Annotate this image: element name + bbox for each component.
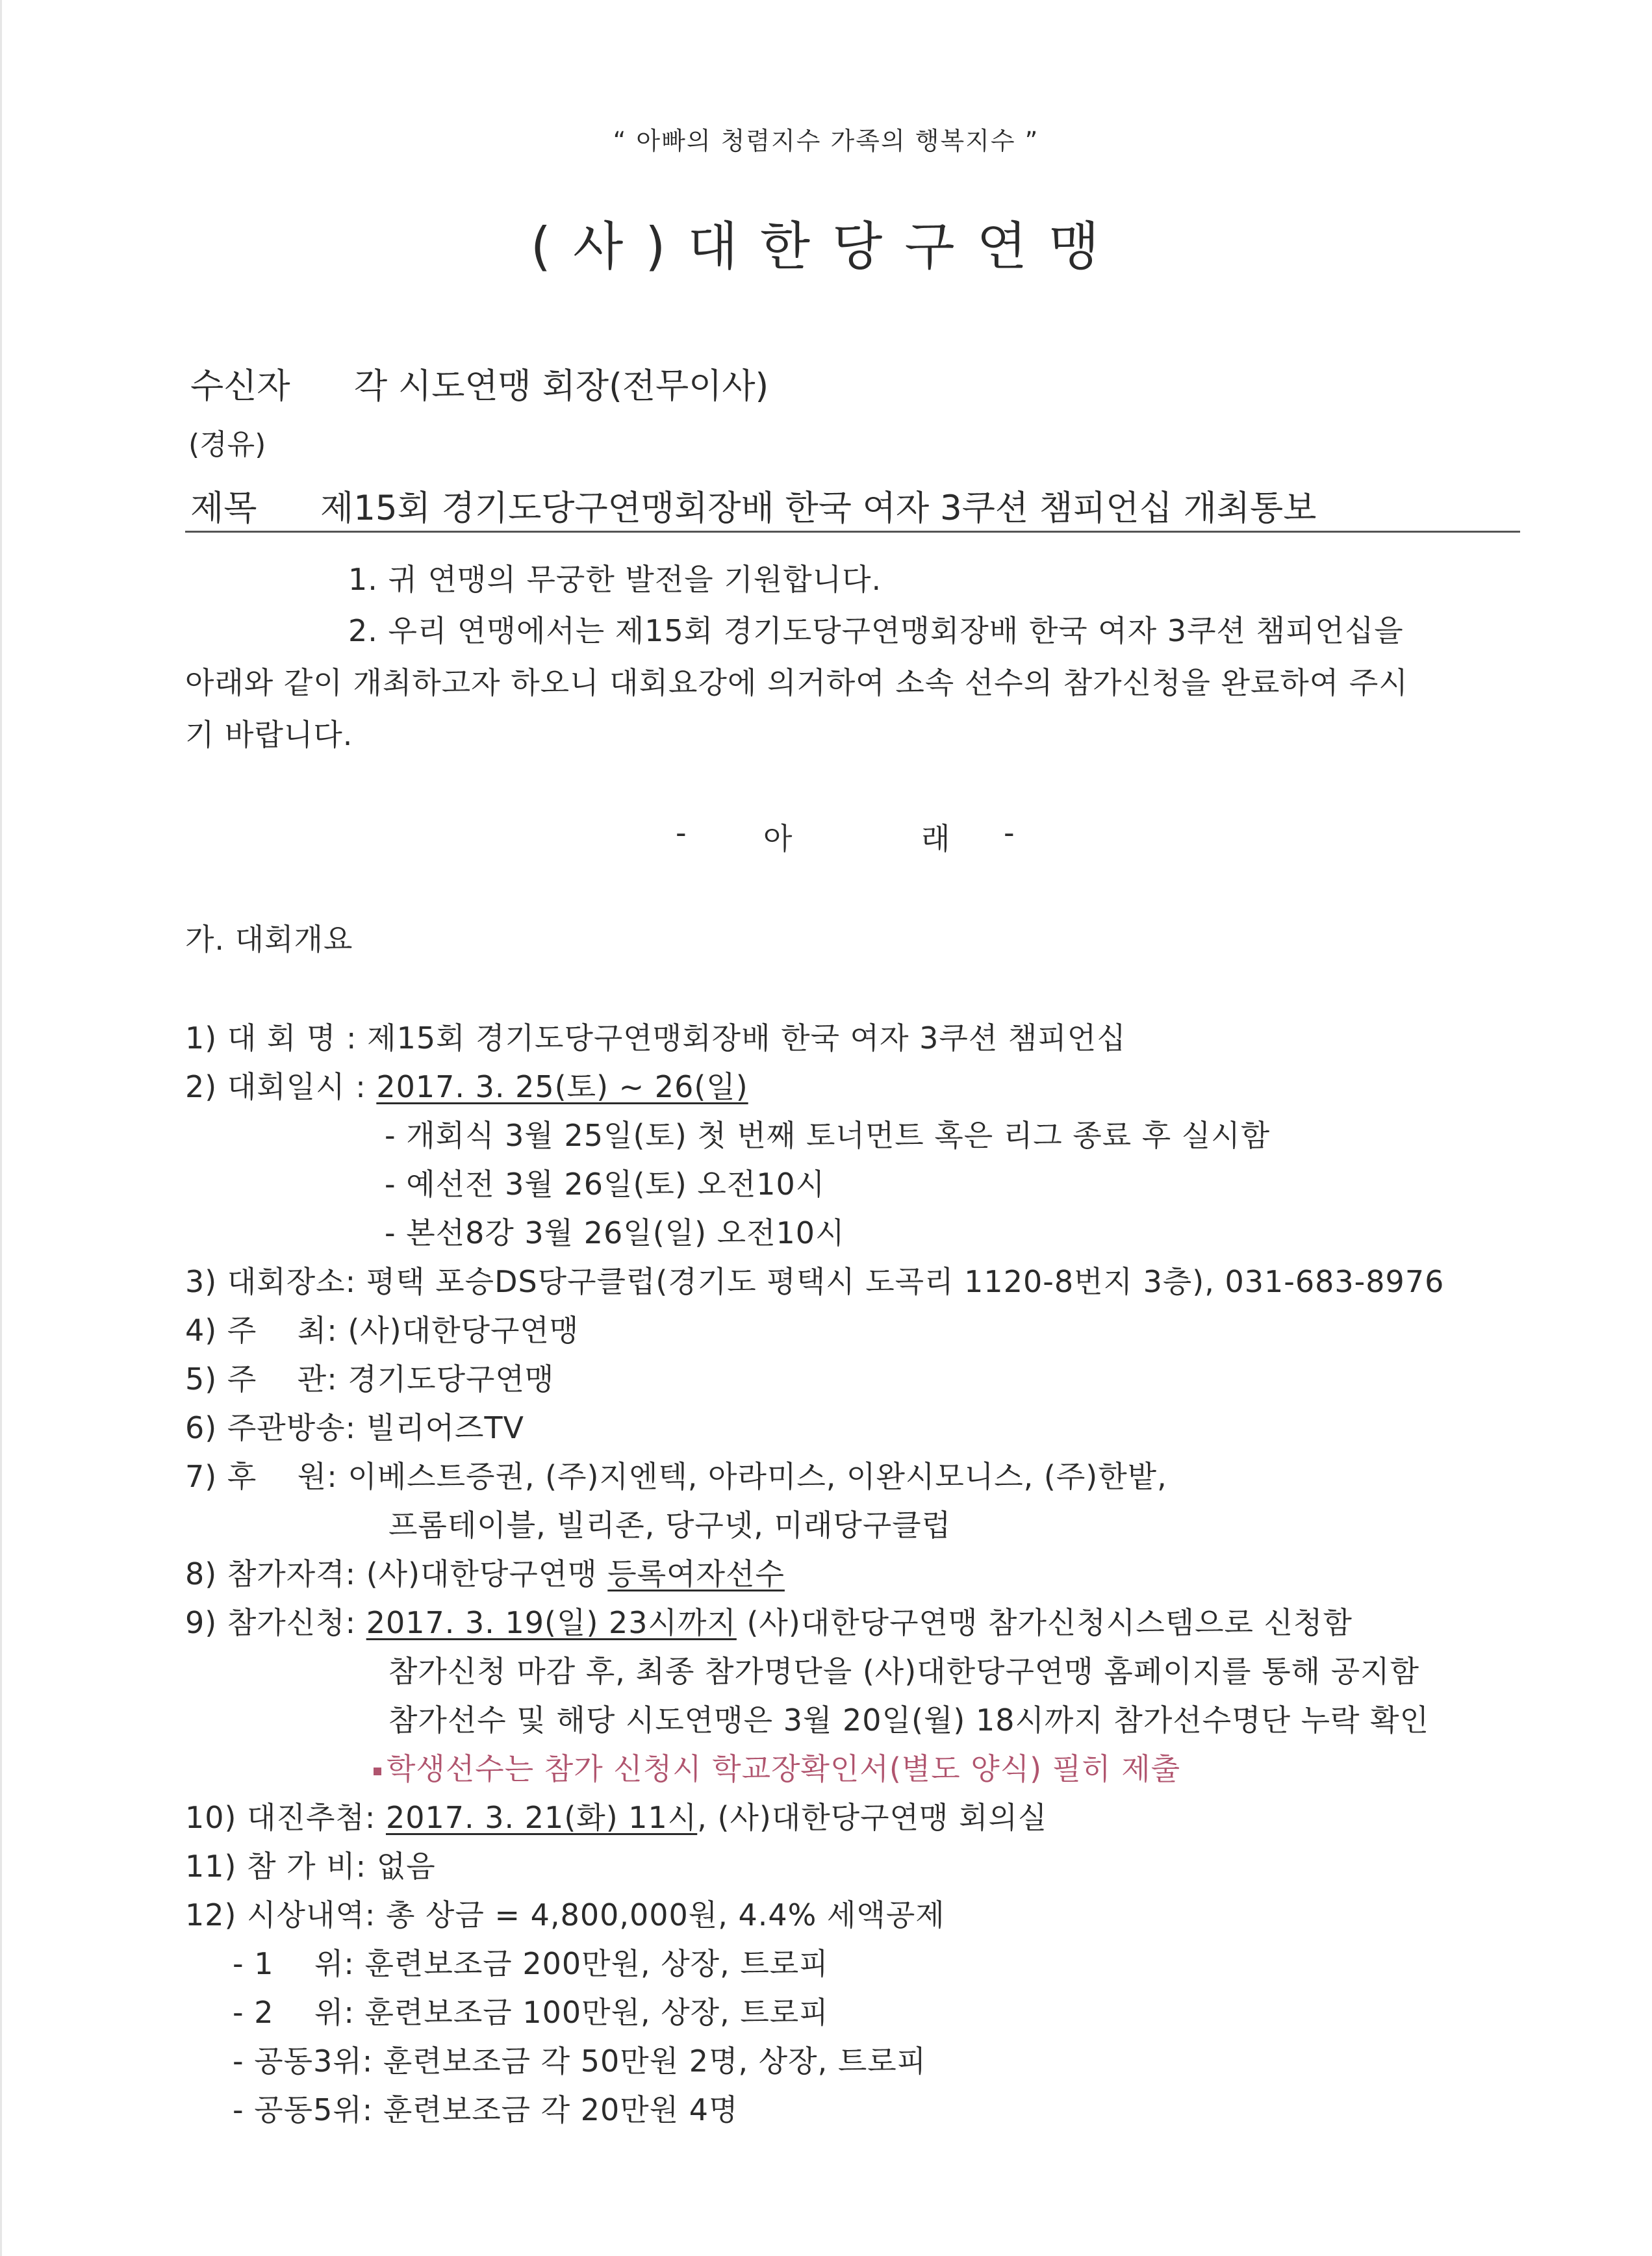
item-2 xyxy=(185,1063,748,1106)
item-8-value: 등록여자선수 xyxy=(607,1556,785,1591)
prize-2nd: - 2 위: 훈련보조금 100만원, 상장, 트로피 xyxy=(233,1995,829,2030)
motto: “ 아빠의 청렴지수 가족의 행복지수 ” xyxy=(613,127,1039,155)
scan-edge xyxy=(0,0,2,2256)
item-12: 12) 시상내역: 총 상금 = 4,800,000원, 4.4% 세액공제 xyxy=(185,1897,945,1933)
subject-value: 제15회 경기도당구연맹회장배 한국 여자 3쿠션 챔피언십 개최통보 xyxy=(320,488,1317,528)
item-10-prefix: 10) 대진추첨: xyxy=(185,1800,386,1835)
recipient-label: 수신자 xyxy=(190,366,290,406)
item-9-line-2: 참가신청 마감 후, 최종 참가명단을 (사)대한당구연맹 홈페이지를 통해 공지함 xyxy=(388,1654,1420,1689)
item-10-suffix: , (사)대한당구연맹 회의실 xyxy=(697,1800,1048,1835)
intro-paragraph-2-line-3: 기 바랍니다. xyxy=(185,717,353,752)
item-2-sub-1: - 개회식 3월 25일(토) 첫 번째 토너먼트 혹은 리그 종료 후 실시함 xyxy=(385,1118,1271,1153)
item-8 xyxy=(185,1551,785,1593)
intro-paragraph-2-line-2: 아래와 같이 개최하고자 하오니 대회요강에 의거하여 소속 선수의 참가신청을 완료하여 주시 xyxy=(185,665,1408,700)
via-label: (경유) xyxy=(188,428,266,461)
note-bullet-icon xyxy=(374,1768,381,1775)
item-10 xyxy=(185,1794,1047,1837)
item-3: 3) 대회장소: 평택 포승DS당구클럽(경기도 평택시 도곡리 1120-8번지 3층), 031-683-8976 xyxy=(185,1264,1445,1299)
subject-label: 제목 xyxy=(190,488,257,528)
item-9 xyxy=(185,1599,1353,1642)
item-2-prefix: 2) 대회일시 : xyxy=(185,1069,377,1104)
item-9-suffix: (사)대한당구연맹 참가신청시스템으로 신청함 xyxy=(736,1605,1353,1640)
item-5: 5) 주 관: 경기도당구연맹 xyxy=(185,1362,555,1397)
item-11: 11) 참 가 비: 없음 xyxy=(185,1849,436,1884)
item-9-prefix: 9) 참가신청: xyxy=(185,1605,366,1640)
below-label-rae: 래 xyxy=(921,821,951,856)
intro-paragraph-2-line-1: 2. 우리 연맹에서는 제15회 경기도당구연맹회장배 한국 여자 3쿠션 챔피언십을 xyxy=(348,613,1404,648)
item-2-sub-2: - 예선전 3월 26일(토) 오전10시 xyxy=(385,1167,826,1202)
below-label-a: 아 xyxy=(763,821,793,856)
item-9-line-3: 참가선수 및 해당 시도연맹은 3월 20일(월) 18시까지 참가선수명단 누락 확인 xyxy=(388,1703,1430,1738)
item-9-note xyxy=(374,1745,1180,1788)
item-1: 1) 대 회 명 : 제15회 경기도당구연맹회장배 한국 여자 3쿠션 챔피언십 xyxy=(185,1020,1126,1056)
prize-joint-5th: - 공동5위: 훈련보조금 각 20만원 4명 xyxy=(233,2092,739,2127)
item-2-sub-3: - 본선8강 3월 26일(일) 오전10시 xyxy=(385,1215,845,1250)
item-10-value: 2017. 3. 21(화) 11시 xyxy=(385,1800,698,1835)
item-4: 4) 주 최: (사)대한당구연맹 xyxy=(185,1313,579,1348)
recipient-value: 각 시도연맹 회장(전무이사) xyxy=(354,366,769,406)
item-8-prefix: 8) 참가자격: (사)대한당구연맹 xyxy=(185,1556,608,1591)
item-9-note-text: 학생선수는 참가 신청시 학교장확인서(별도 양식) 필히 제출 xyxy=(387,1751,1181,1786)
below-dash-right: - xyxy=(1004,815,1015,850)
item-9-value: 2017. 3. 19(일) 23시까지 xyxy=(366,1605,737,1640)
intro-paragraph-1: 1. 귀 연맹의 무궁한 발전을 기원합니다. xyxy=(348,562,882,597)
item-2-value: 2017. 3. 25(토) ~ 26(일) xyxy=(376,1069,748,1104)
item-6: 6) 주관방송: 빌리어즈TV xyxy=(185,1410,525,1445)
item-7-line-1: 7) 후 원: 이베스트증권, (주)지엔텍, 아라미스, 이완시모니스, (주)한밭, xyxy=(185,1459,1167,1494)
prize-1st: - 1 위: 훈련보조금 200만원, 상장, 트로피 xyxy=(233,1946,829,1981)
subject-divider xyxy=(185,531,1520,533)
below-dash-left: - xyxy=(676,815,687,850)
item-7-line-2: 프롬테이블, 빌리존, 당구넷, 미래당구클럽 xyxy=(388,1508,952,1543)
organization-title: (사)대한당구연맹 xyxy=(530,216,1122,277)
prize-joint-3rd: - 공동3위: 훈련보조금 각 50만원 2명, 상장, 트로피 xyxy=(233,2044,927,2079)
section-title: 가. 대회개요 xyxy=(185,922,353,957)
